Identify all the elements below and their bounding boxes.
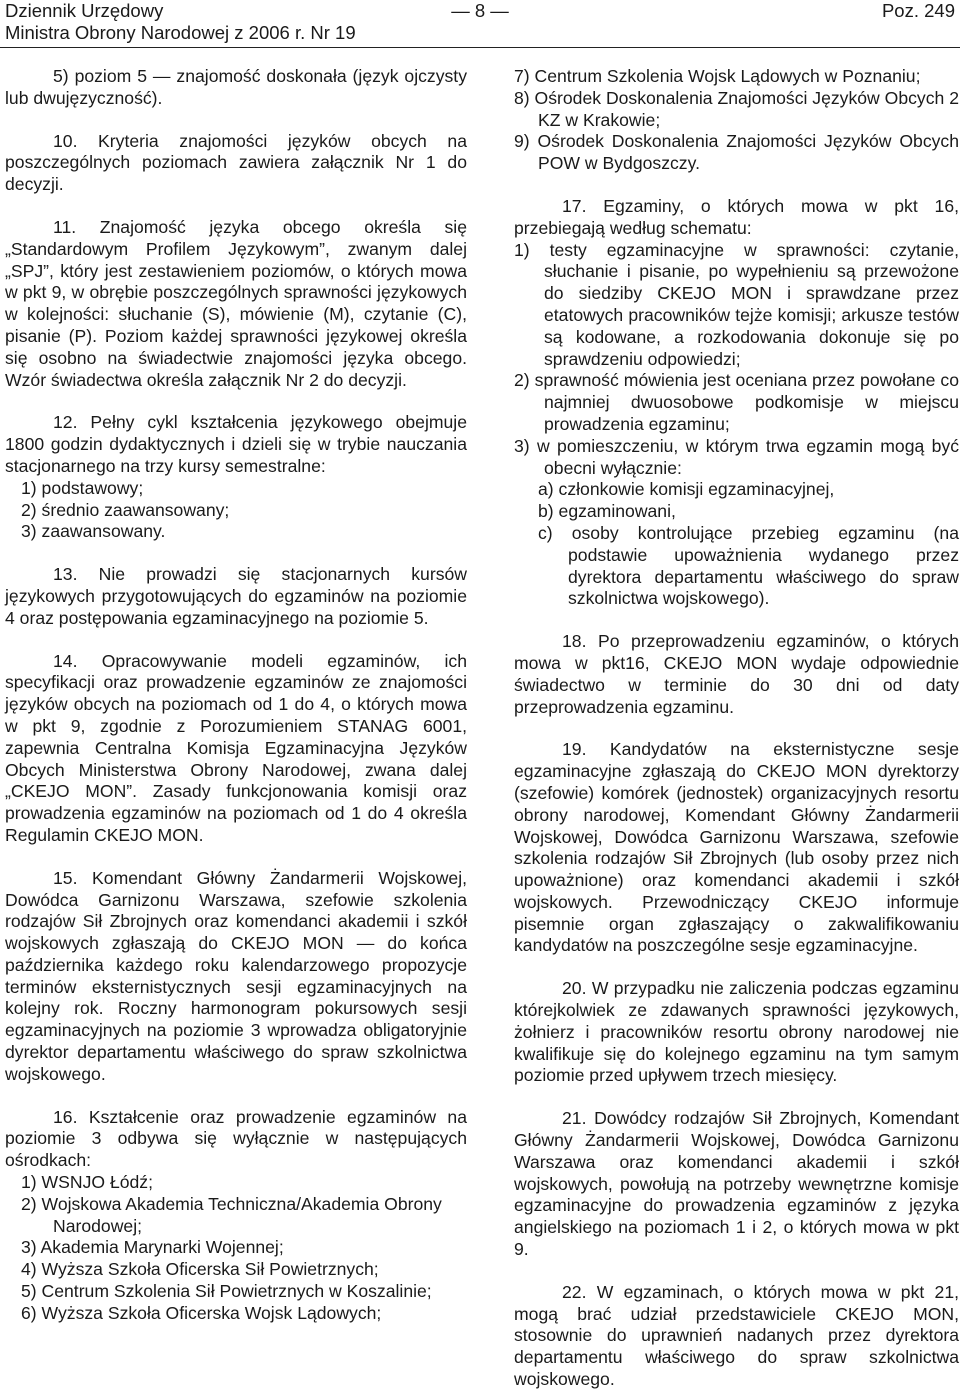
paragraph-22: 22. W egzaminach, o których mowa w pkt 21, mogą brać udział przedstawiciele CKEJO MON, stosownie do uprawnień nadanych przez dyrektora departamentu właściwego do spraw szkolnictwa wojskowego. xyxy=(514,1281,959,1390)
list-item: 2) Wojskowa Akademia Techniczna/Akademia Obrony Narodowej; xyxy=(21,1193,442,1236)
sub-list-item: a) członkowie komisji egzaminacyjnej, xyxy=(538,479,835,500)
page-header xyxy=(0,0,960,52)
list-item: 3) w pomieszczeniu, w którym trwa egzamin mogą być obecni wyłącznie: xyxy=(514,435,959,478)
journal-title: Dziennik Urzędowy xyxy=(5,0,164,21)
left-column xyxy=(5,66,467,1325)
paragraph-15: 15. Komendant Główny Żandarmerii Wojskowej, Dowódca Garnizonu Warszawa, szefowie szkolenia rodzajów Sił Zbrojnych oraz komendanci akademii i szkół wojskowych zgłaszają do CKEJO MON — do końca października każdego roku kalendarzowego propozycje terminów eksternistycznych sesji egzaminacyjnych na kolejny rok. Roczny harmonogram pokursowych sesji egzaminacyjnych na poziomie 3 wprowadza obligatoryjnie dyrektor departamentu właściwego do spraw szkolnictwa wojskowego. xyxy=(5,867,467,1084)
list-item: 2) średnio zaawansowany; xyxy=(21,499,230,520)
paragraph-13: 13. Nie prowadzi się stacjonarnych kursów językowych przygotowujących do egzaminów na poziomie 4 oraz postępowania egzaminacyjnego na poziomie 5. xyxy=(5,564,467,628)
ministry-line: Ministra Obrony Narodowej z 2006 r. Nr 19 xyxy=(5,22,356,43)
paragraph-19: 19. Kandydatów na eksternistyczne sesje egzaminacyjne zgłaszają do CKEJO MON dyrektorzy (szefowie) komórek (jednostek) organizacyjnych resortu obrony narodowej, Komendant Główny Żandarmerii Wojskowej, Dowódca Garnizonu Warszawa, szefowie szkolenia rodzajów Sił Zbrojnych (lub osoby przez nich upoważnione) oraz komendanci akademii i szkół wojskowych. Przewodniczący CKEJO informuje pisemnie organ zgłaszający o zakwalifikowaniu kandydatów na poszczególne sesje egzaminacyjne. xyxy=(514,739,959,956)
list-item: 9) Ośrodek Doskonalenia Znajomości Języków Obcych POW w Bydgoszczy. xyxy=(514,131,959,174)
paragraph-10: 10. Kryteria znajomości języków obcych na poszczególnych poziomach zawiera załącznik Nr 1 do decyzji. xyxy=(5,130,467,195)
sub-list-item: b) egzaminowani, xyxy=(538,501,676,522)
paragraph-18: 18. Po przeprowadzeniu egzaminów, o których mowa w pkt16, CKEJO MON wydaje odpowiednie świadectwo w terminie do 30 dni od daty przeprowadzenia egzaminu. xyxy=(514,631,959,717)
list-item: 3) Akademia Marynarki Wojennej; xyxy=(21,1237,284,1258)
list-item: 8) Ośrodek Doskonalenia Znajomości Języków Obcych 2 KZ w Krakowie; xyxy=(514,87,959,130)
position-number: Poz. 249 xyxy=(881,0,955,21)
paragraph-17: 17. Egzaminy, o których mowa w pkt 16, przebiegają według schematu: xyxy=(514,195,959,238)
paragraph-16: 16. Kształcenie oraz prowadzenie egzaminów na poziomie 3 odbywa się wyłącznie w następujących ośrodkach: xyxy=(5,1106,467,1171)
list-item: 3) zaawansowany. xyxy=(21,521,166,542)
list-item: 2) sprawność mówienia jest oceniana przez powołane co najmniej dwuosobowe podkomisje w miejscu prowadzenia egzaminu; xyxy=(514,370,959,434)
list-item: 1) podstawowy; xyxy=(21,477,144,498)
page-number: — 8 — xyxy=(451,0,509,21)
right-column xyxy=(514,66,959,1391)
list-item: 6) Wyższa Szkoła Oficerska Wojsk Lądowych; xyxy=(21,1302,382,1323)
paragraph-21: 21. Dowódcy rodzajów Sił Zbrojnych, Komendant Główny Żandarmerii Wojskowej, Dowódca Garnizonu Warszawa oraz komendanci akademii i szkół wojskowych, powołują na potrzeby wewnętrzne komisje egzaminacyjne do prowadzenia egzaminów z języka angielskiego na poziomach 1 i 2, o których mowa w pkt 9. xyxy=(514,1108,959,1260)
paragraph-20: 20. W przypadku nie zaliczenia podczas egzaminu którejkolwiek ze zdawanych sprawności językowych, żołnierz i pracowników resortu obrony narodowej nie kwalifikuje się do kolejnego egzaminu na tym samym poziomie przed upływem trzech miesięcy. xyxy=(514,978,959,1086)
paragraph-12: 12. Pełny cykl kształcenia językowego obejmuje 1800 godzin dydaktycznych i dzieli się w trybie nauczania stacjonarnego na trzy kursy semestralne: xyxy=(5,412,467,476)
list-item: 4) Wyższa Szkoła Oficerska Sił Powietrznych; xyxy=(21,1259,379,1280)
list-item: 1) testy egzaminacyjne w sprawności: czytanie, słuchanie i pisanie, po wypełnieniu są przewożone do siedziby CKEJO MON i sprawdzane przez etatowych pracowników tejże komisji; arkusze testów są kodowane, a rozkodowania dokonuje się po sprawdzeniu odpowiedzi; xyxy=(514,239,959,369)
paragraph-11: 11. Znajomość języka obcego określa się „Standardowym Profilem Językowym”, zwanym dalej „SPJ”, który jest zestawieniem poziomów, o których mowa w pkt 9, w obrębie poszczególnych sprawności językowych w kolejności: słuchanie (S), mówienie (M), czytanie (C), pisanie (P). Poziom każdej sprawności językowej określa się osobno na świadectwie znajomości języka obcego. Wzór świadectwa określa załącznik Nr 2 do decyzji. xyxy=(5,216,467,390)
list-item: 5) Centrum Szkolenia Sił Powietrznych w Koszalinie; xyxy=(21,1281,432,1302)
sub-list-item: c) osoby kontrolujące przebieg egzaminu (na podstawie upoważnienia wydanego przez dyrektora departamentu właściwego do spraw szkolnictwa wojskowego). xyxy=(538,522,959,609)
list-item: 7) Centrum Szkolenia Wojsk Lądowych w Poznaniu; xyxy=(514,66,921,86)
paragraph-14: 14. Opracowywanie modeli egzaminów, ich specyfikacji oraz prowadzenie egzaminów ze znajomości języków obcych na poziomach od 1 do 4, o których mowa w pkt 9, zgodnie z Porozumieniem STANAG 6001, zapewnia Centralna Komisja Egzaminacyjna Języków Obcych Ministerstwa Obrony Narodowej, zwana dalej „CKEJO MON”. Zasady funkcjonowania komisji oraz prowadzenia egzaminów na poziomach od 1 do 4 określa Regulamin CKEJO MON. xyxy=(5,650,467,845)
list-item: 1) WSNJO Łódź; xyxy=(21,1172,153,1193)
header-rule xyxy=(0,47,960,48)
point-5-level: 5) poziom 5 — znajomość doskonała (język ojczysty lub dwujęzyczność). xyxy=(5,66,467,108)
